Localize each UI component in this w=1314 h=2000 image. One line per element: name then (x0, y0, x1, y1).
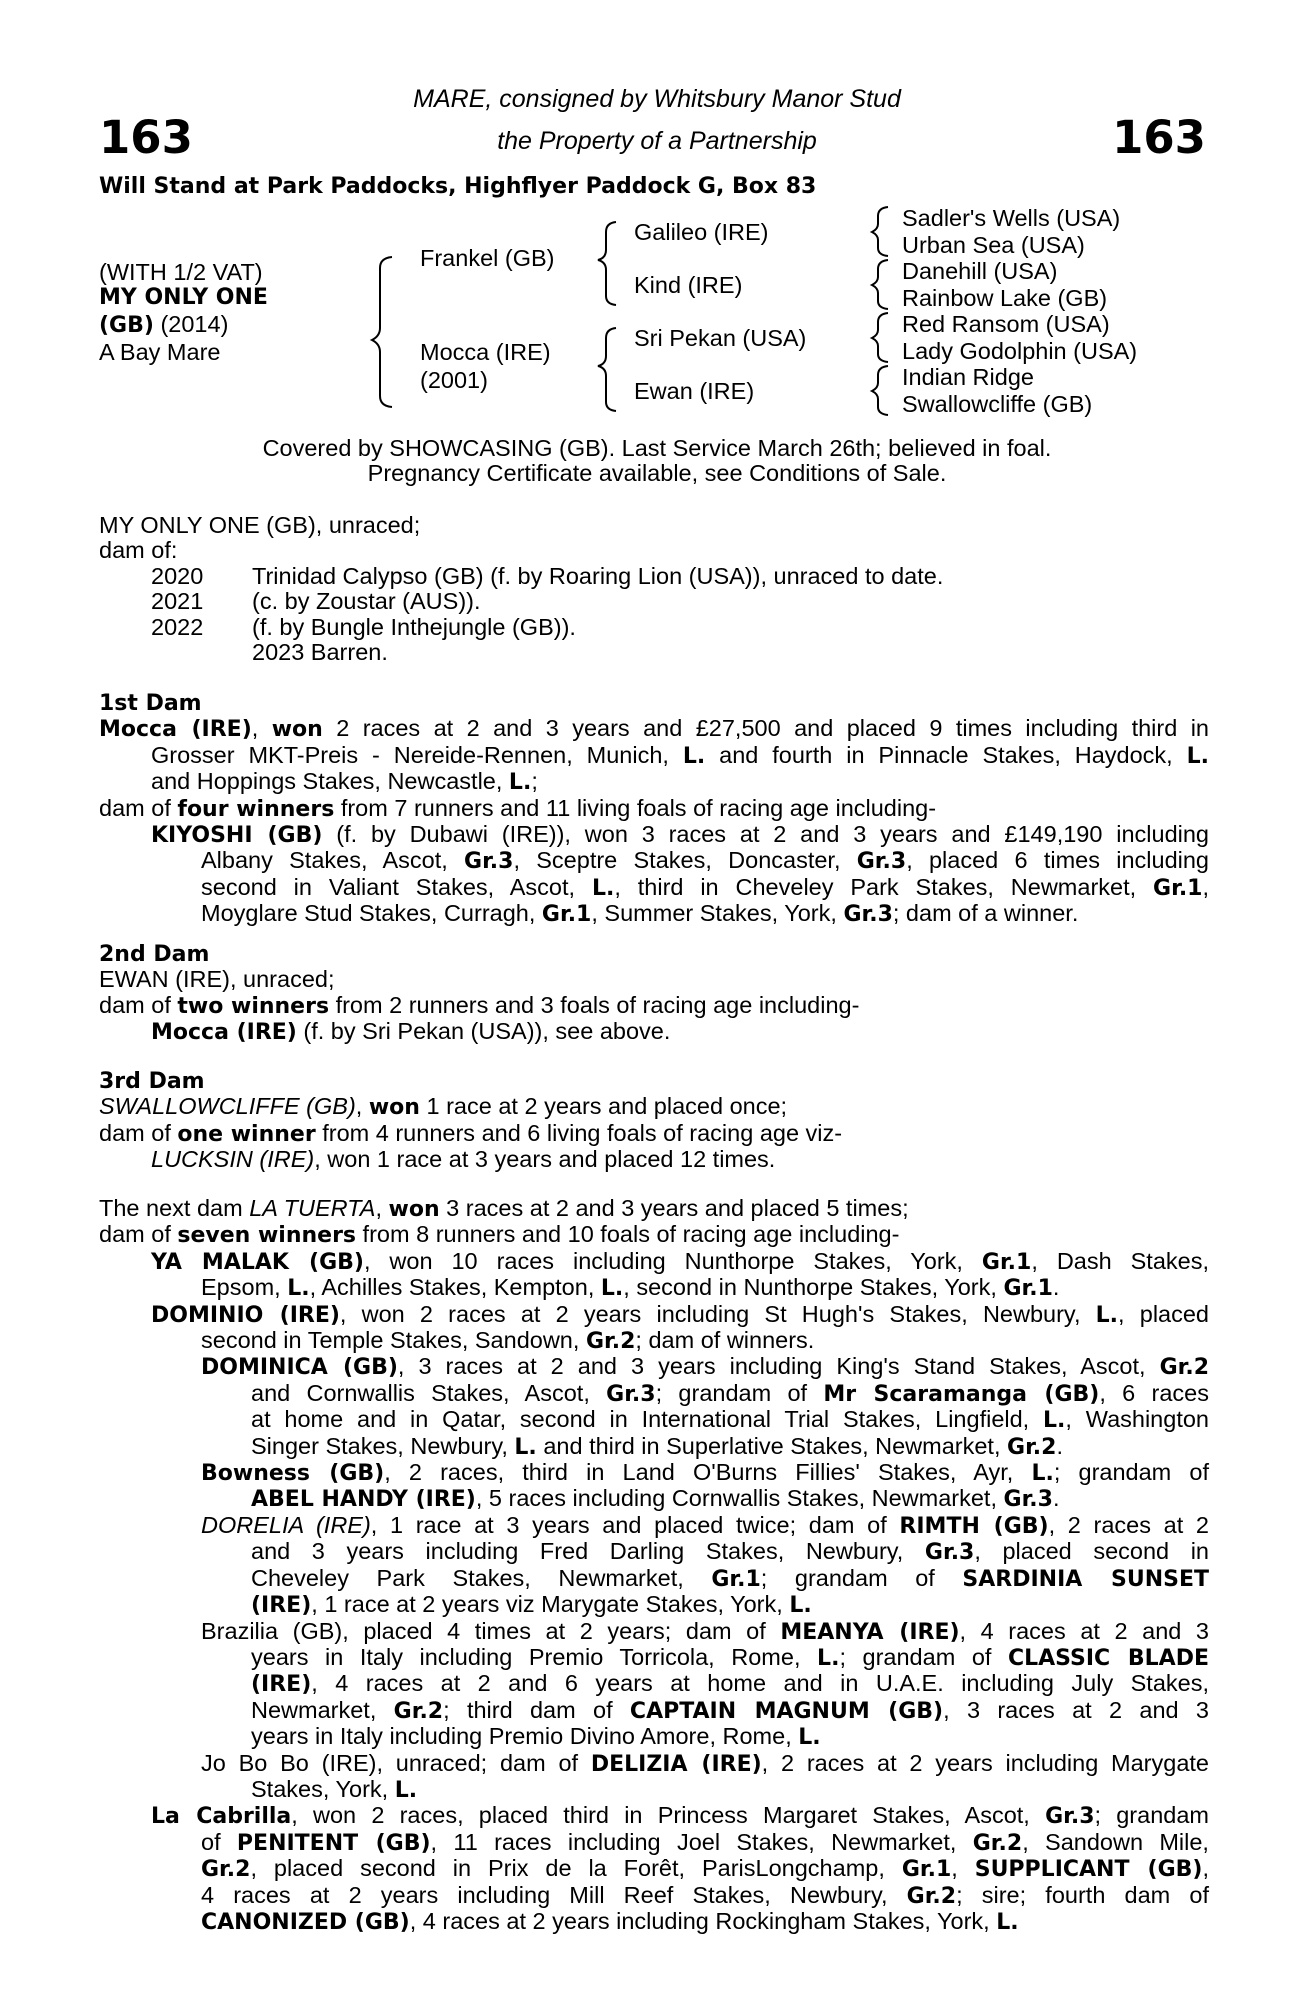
produce-year: 2020 (151, 562, 204, 589)
produce-text: (c. by Zoustar (AUS)). (252, 588, 481, 615)
next-dam-line: Epsom, L., Achilles Stakes, Kempton, L., second in Nunthorpe Stakes, York, Gr.1. (201, 1274, 1060, 1302)
pedigree-g3-7: Indian Ridge (902, 364, 1034, 390)
pedigree-sire: Frankel (GB) (420, 245, 555, 271)
won-label: won (271, 717, 323, 743)
first-dam-heading: 1st Dam (99, 691, 202, 716)
next-dam-line: DOMINIO (IRE), won 2 races at 2 years including St Hugh's Stakes, Newbury, L., placed (151, 1300, 1210, 1328)
first-dam-line: Albany Stakes, Ascot, Gr.3, Sceptre Stakes, Doncaster, Gr.3, placed 6 times including (201, 847, 1209, 875)
next-dam-line: years in Italy including Premio Divino Amore, Rome, L. (251, 1723, 821, 1751)
next-dam-line: years in Italy including Premio Torricola, Rome, L.; grandam of CLASSIC BLADE (251, 1643, 1209, 1671)
next-dam-line: Jo Bo Bo (IRE), unraced; dam of DELIZIA (IRE), 2 races at 2 years including Marygate (201, 1749, 1209, 1777)
third-dam-heading: 3rd Dam (99, 1069, 205, 1094)
pedigree-dam-sire: Sri Pekan (USA) (634, 325, 807, 351)
pregnancy-line: Pregnancy Certificate available, see Conditions of Sale. (367, 460, 947, 487)
next-dam-line: second in Temple Stakes, Sandown, Gr.2; dam of winners. (201, 1327, 815, 1355)
second-dam-section (99, 942, 1209, 1046)
stand-line: Will Stand at Park Paddocks, Highflyer Paddock G, Box 83 (99, 174, 817, 199)
lot-number-left: 163 (99, 111, 193, 164)
pedigree-g3-8: Swallowcliffe (GB) (902, 391, 1093, 417)
pedigree-g3-2: Urban Sea (USA) (902, 232, 1085, 258)
next-dam-section (99, 1196, 1209, 1935)
pedigree-g3-6: Lady Godolphin (USA) (902, 338, 1138, 364)
produce-row (99, 564, 1209, 589)
next-dam-line: 4 races at 2 years including Mill Reef Stakes, Newbury, Gr.2; sire; fourth dam of (201, 1881, 1209, 1909)
bracket-gen3-3 (872, 313, 888, 362)
pedigree-g3-1: Sadler's Wells (USA) (902, 205, 1121, 231)
third-dam-section (99, 1069, 1209, 1173)
next-dam-line: of PENITENT (GB), 11 races including Joel Stakes, Newmarket, Gr.2, Sandown Mile, (201, 1828, 1209, 1856)
pedigree-g3-3: Danehill (USA) (902, 258, 1058, 284)
next-dam-line: and Cornwallis Stakes, Ascot, Gr.3; grandam of Mr Scaramanga (GB), 6 races (251, 1379, 1209, 1407)
pedigree-sire-sire: Galileo (IRE) (634, 219, 769, 245)
produce-dam-of: dam of: (99, 537, 178, 564)
pedigree-g3-5: Red Ransom (USA) (902, 311, 1110, 337)
produce-name: KIYOSHI (GB) (151, 823, 323, 849)
covering-line: Covered by SHOWCASING (GB). Last Service March 26th; believed in foal. (262, 435, 1052, 461)
first-dam-line: dam of four winners from 7 runners and 11 living foals of racing age including- (99, 794, 937, 822)
next-dam-line: DOMINICA (GB), 3 races at 2 and 3 years including King's Stand Stakes, Ascot, Gr.2 (201, 1353, 1209, 1381)
next-dam-line: ABEL HANDY (IRE), 5 races including Cornwallis Stakes, Newmarket, Gr.3. (251, 1485, 1060, 1513)
bracket-gen2-bottom (598, 328, 616, 411)
consignor-line: MARE, consigned by Whitsbury Manor Stud (413, 85, 901, 113)
property-line: the Property of a Partnership (497, 127, 817, 155)
pedigree-dam-year: (2001) (420, 367, 488, 393)
next-dam-line: at home and in Qatar, second in International Trial Stakes, Lingfield, L., Washington (251, 1406, 1209, 1434)
bracket-gen3-2 (872, 260, 888, 309)
next-dam-line: CANONIZED (GB), 4 races at 2 years including Rockingham Stakes, York, L. (201, 1907, 1019, 1935)
next-dam-line: Singer Stakes, Newbury, L. and third in Superlative Stakes, Newmarket, Gr.2. (251, 1432, 1063, 1460)
third-dam-line: dam of one winner from 4 runners and 6 living foals of racing age viz- (99, 1119, 843, 1147)
bracket-gen1 (372, 257, 392, 407)
next-dam-line: Stakes, York, L. (251, 1775, 418, 1803)
dam-name: Mocca (IRE) (99, 717, 252, 743)
next-dam-line: Cheveley Park Stakes, Newmarket, Gr.1; grandam of SARDINIA SUNSET (251, 1564, 1209, 1592)
next-dam-line: Bowness (GB), 2 races, third in Land O'Burns Fillies' Stakes, Ayr, L.; grandam of (201, 1459, 1210, 1487)
produce-row (99, 615, 1209, 640)
horse-year: (2014) (153, 311, 229, 337)
next-dam-line: Newmarket, Gr.2; third dam of CAPTAIN MAGNUM (GB), 3 races at 2 and 3 (251, 1696, 1209, 1724)
first-dam-line: Grosser MKT-Preis - Nereide-Rennen, Munich, L. and fourth in Pinnacle Stakes, Haydock, L. (151, 741, 1210, 769)
pedigree-dam: Mocca (IRE) (420, 339, 551, 365)
next-dam-line: (IRE), 4 races at 2 and 6 years at home and in U.A.E. including July Stakes, (251, 1670, 1209, 1698)
covering-info (0, 436, 1314, 487)
produce-record (99, 513, 1209, 665)
first-dam-line: Moyglare Stud Stakes, Curragh, Gr.1, Summer Stakes, York, Gr.3; dam of a winner. (201, 900, 1079, 928)
horse-description: A Bay Mare (99, 339, 221, 365)
first-dam-line: Mocca (IRE), won 2 races at 2 and 3 years and £27,500 and placed 9 times including third in (99, 715, 1209, 743)
produce-row (99, 589, 1209, 614)
bracket-gen3-4 (872, 366, 888, 415)
next-dam-line: La Cabrilla, won 2 races, placed third in Princess Margaret Stakes, Ascot, Gr.3; grandam (151, 1802, 1209, 1830)
produce-year: 2022 (151, 613, 204, 640)
first-dam-section (99, 691, 1209, 928)
second-dam-line: Mocca (IRE) (f. by Sri Pekan (USA)), see above. (151, 1018, 671, 1046)
produce-text: (f. by Bungle Inthejungle (GB)). (252, 613, 576, 640)
second-dam-line: EWAN (IRE), unraced; (99, 966, 335, 993)
first-dam-line: second in Valiant Stakes, Ascot, L., third in Cheveley Park Stakes, Newmarket, Gr.1, (201, 873, 1210, 901)
horse-name-country: (GB) (99, 313, 154, 338)
next-dam-line: (IRE), 1 race at 2 years viz Marygate Stakes, York, L. (251, 1591, 812, 1619)
second-dam-heading: 2nd Dam (99, 942, 210, 967)
pedigree-sire-dam: Kind (IRE) (634, 272, 743, 298)
next-dam-line: YA MALAK (GB), won 10 races including Nunthorpe Stakes, York, Gr.1, Dash Stakes, (151, 1247, 1209, 1275)
next-dam-line: and 3 years including Fred Darling Stakes, Newbury, Gr.3, placed second in (251, 1538, 1209, 1566)
next-dam-line: Gr.2, placed second in Prix de la Forêt, ParisLongchamp, Gr.1, SUPPLICANT (GB), (201, 1855, 1209, 1883)
pedigree-g3-4: Rainbow Lake (GB) (902, 285, 1108, 311)
produce-text: 2023 Barren. (252, 638, 388, 665)
next-dam-line: dam of seven winners from 8 runners and 10 foals of racing age including- (99, 1221, 900, 1249)
third-dam-line: SWALLOWCLIFFE (GB), won 1 race at 2 years and placed once; (99, 1093, 788, 1121)
first-dam-line: and Hoppings Stakes, Newcastle, L.; (151, 768, 538, 796)
produce-year: 2021 (151, 588, 204, 615)
next-dam-line: The next dam LA TUERTA, won 3 races at 2 and 3 years and placed 5 times; (99, 1195, 909, 1222)
vat-note: (WITH 1/2 VAT) (99, 259, 263, 285)
horse-name: MY ONLY ONE (99, 285, 268, 310)
bracket-gen3-1 (872, 207, 888, 256)
lot-number-right: 163 (1112, 111, 1206, 164)
bracket-gen2-top (598, 222, 616, 305)
produce-row (99, 640, 1209, 665)
produce-intro: MY ONLY ONE (GB), unraced; (99, 512, 421, 538)
third-dam-line: LUCKSIN (IRE), won 1 race at 3 years and placed 12 times. (151, 1146, 776, 1173)
second-dam-line: dam of two winners from 2 runners and 3 foals of racing age including- (99, 991, 860, 1019)
next-dam-line: DORELIA (IRE), 1 race at 3 years and placed twice; dam of RIMTH (GB), 2 races at 2 (201, 1511, 1209, 1539)
first-dam-line: KIYOSHI (GB) (f. by Dubawi (IRE)), won 3 races at 2 and 3 years and £149,190 including (151, 821, 1210, 849)
produce-text: Trinidad Calypso (GB) (f. by Roaring Lion (USA)), unraced to date. (252, 562, 944, 589)
next-dam-line: Brazilia (GB), placed 4 times at 2 years; dam of MEANYA (IRE), 4 races at 2 and 3 (201, 1617, 1209, 1645)
pedigree-dam-dam: Ewan (IRE) (634, 378, 755, 404)
